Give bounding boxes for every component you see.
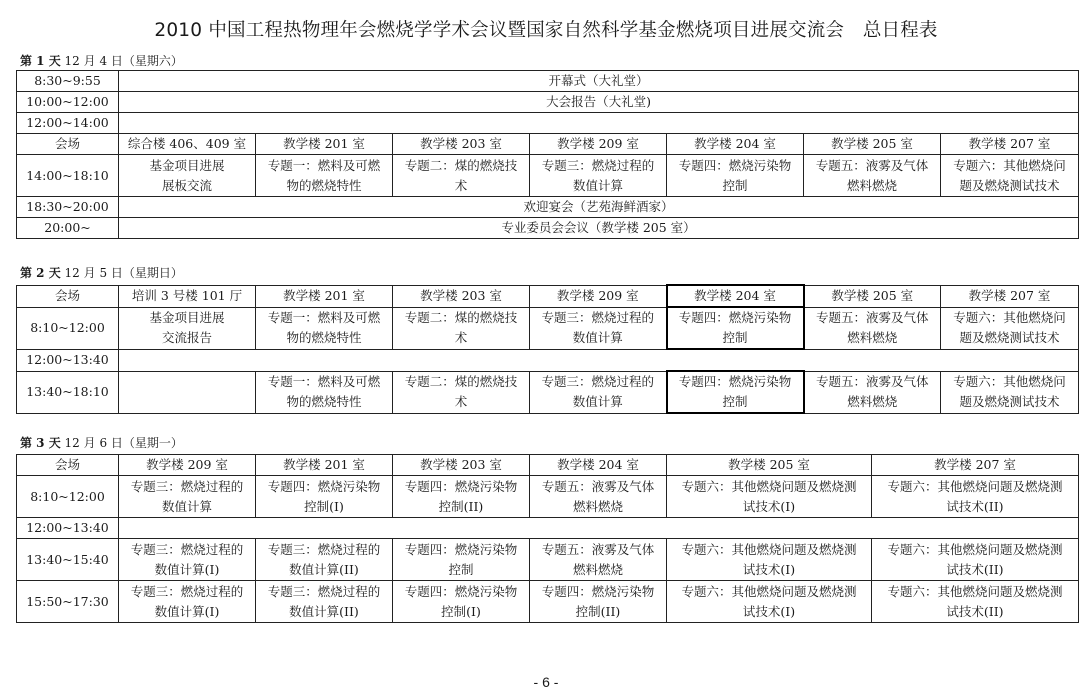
day3-heading — [20, 434, 183, 451]
table-row — [17, 113, 1079, 134]
table-row — [17, 71, 1079, 92]
table-row — [17, 349, 1079, 371]
session-cell: 专题三：燃烧过程的 数值计算 — [530, 371, 667, 413]
session-cell: 专题六：其他燃烧问题及燃烧测 试技术(I) — [667, 476, 872, 518]
session-cell: 专题三：燃烧过程的 数值计算 — [530, 307, 667, 349]
day3-heading-label: 第 3 天 — [20, 436, 61, 450]
session-cell: 基金项目进展 交流报告 — [119, 307, 256, 349]
session-cell: 专题二：煤的燃烧技 术 — [393, 307, 530, 349]
session-cell: 专题六：其他燃烧问题及燃烧测 试技术(II) — [872, 476, 1079, 518]
day1-heading-date: 12 月 4 日（星期六） — [64, 54, 183, 68]
time-cell: 12:00~13:40 — [17, 349, 119, 371]
day2-schedule-table — [16, 284, 1079, 414]
day2-heading-date: 12 月 5 日（星期日） — [64, 266, 183, 280]
event-cell: 开幕式（大礼堂） — [119, 71, 1079, 92]
event-cell: 专业委员会会议（教学楼 205 室） — [119, 218, 1079, 239]
venue-cell: 教学楼 201 室 — [256, 285, 393, 307]
session-cell: 专题六：其他燃烧问题及燃烧测 试技术(II) — [872, 581, 1079, 623]
session-cell: 专题四：燃烧污染物 控制(II) — [393, 476, 530, 518]
session-cell: 专题四：燃烧污染物 控制(I) — [256, 476, 393, 518]
session-cell: 专题五：液雾及气体 燃料燃烧 — [530, 476, 667, 518]
session-cell: 专题四：燃烧污染物 控制 — [667, 307, 804, 349]
time-cell: 12:00~13:40 — [17, 518, 119, 539]
venue-cell: 教学楼 203 室 — [393, 285, 530, 307]
event-cell: 大会报告（大礼堂) — [119, 92, 1079, 113]
session-cell: 专题六：其他燃烧问 题及燃烧测试技术 — [941, 371, 1079, 413]
session-cell: 专题二：煤的燃烧技 术 — [393, 155, 530, 197]
session-cell: 专题三：燃烧过程的 数值计算(II) — [256, 539, 393, 581]
venue-cell: 教学楼 205 室 — [667, 455, 872, 476]
session-cell: 专题三：燃烧过程的 数值计算 — [530, 155, 667, 197]
venue-cell: 教学楼 204 室 — [530, 455, 667, 476]
day1-schedule-table — [16, 70, 1079, 239]
day3-heading-date: 12 月 6 日（星期一） — [64, 436, 183, 450]
session-cell: 专题三：燃烧过程的 数值计算(I) — [119, 581, 256, 623]
time-cell: 13:40~15:40 — [17, 539, 119, 581]
venue-cell: 教学楼 203 室 — [393, 134, 530, 155]
venue-row — [17, 134, 1079, 155]
session-cell: 专题二：煤的燃烧技 术 — [393, 371, 530, 413]
session-cell: 专题六：其他燃烧问 题及燃烧测试技术 — [941, 155, 1079, 197]
time-cell: 14:00~18:10 — [17, 155, 119, 197]
day2-heading-label: 第 2 天 — [20, 266, 61, 280]
day1-heading-label: 第 1 天 — [20, 54, 61, 68]
session-cell: 专题一：燃料及可燃 物的燃烧特性 — [256, 155, 393, 197]
table-row — [17, 155, 1079, 197]
time-cell: 13:40~18:10 — [17, 371, 119, 413]
session-cell: 专题一：燃料及可燃 物的燃烧特性 — [256, 371, 393, 413]
session-cell: 专题六：其他燃烧问题及燃烧测 试技术(I) — [667, 581, 872, 623]
time-cell: 12:00~14:00 — [17, 113, 119, 134]
session-cell: 专题三：燃烧过程的 数值计算(I) — [119, 539, 256, 581]
table-row — [17, 197, 1079, 218]
session-cell: 专题五：液雾及气体 燃料燃烧 — [804, 371, 941, 413]
venue-cell: 教学楼 207 室 — [941, 134, 1079, 155]
day1-heading — [20, 52, 183, 69]
day2-heading — [20, 264, 183, 281]
table-row — [17, 307, 1079, 349]
page-number: - 6 - — [533, 674, 559, 690]
session-cell: 专题三：燃烧过程的 数值计算 — [119, 476, 256, 518]
venue-cell: 培训 3 号楼 101 厅 — [119, 285, 256, 307]
empty-cell — [119, 518, 1079, 539]
venue-cell: 教学楼 209 室 — [530, 285, 667, 307]
table-row — [17, 581, 1079, 623]
session-cell: 专题六：其他燃烧问 题及燃烧测试技术 — [941, 307, 1079, 349]
time-cell: 10:00~12:00 — [17, 92, 119, 113]
session-cell: 专题一：燃料及可燃 物的燃烧特性 — [256, 307, 393, 349]
venue-cell: 教学楼 205 室 — [804, 134, 941, 155]
table-row — [17, 518, 1079, 539]
venue-cell: 教学楼 205 室 — [804, 285, 941, 307]
session-cell: 专题五：液雾及气体 燃料燃烧 — [804, 307, 941, 349]
venue-cell: 教学楼 209 室 — [530, 134, 667, 155]
venue-cell: 教学楼 201 室 — [256, 455, 393, 476]
venue-label-cell: 会场 — [17, 134, 119, 155]
venue-label-cell: 会场 — [17, 285, 119, 307]
session-cell: 专题五：液雾及气体 燃料燃烧 — [530, 539, 667, 581]
venue-row — [17, 285, 1079, 307]
session-cell: 专题四：燃烧污染物 控制(I) — [393, 581, 530, 623]
venue-label-cell: 会场 — [17, 455, 119, 476]
session-cell: 基金项目进展 展板交流 — [119, 155, 256, 197]
venue-row — [17, 455, 1079, 476]
empty-cell — [119, 113, 1079, 134]
table-row — [17, 92, 1079, 113]
page-title: 2010 中国工程热物理年会燃烧学学术会议暨国家自然科学基金燃烧项目进展交流会 总日程表 — [154, 20, 938, 41]
session-cell: 专题六：其他燃烧问题及燃烧测 试技术(II) — [872, 539, 1079, 581]
table-row — [17, 218, 1079, 239]
venue-cell: 综合楼 406、409 室 — [119, 134, 256, 155]
session-cell: 专题四：燃烧污染物 控制 — [393, 539, 530, 581]
time-cell: 8:10~12:00 — [17, 307, 119, 349]
time-cell: 20:00~ — [17, 218, 119, 239]
session-cell: 专题四：燃烧污染物 控制 — [667, 155, 804, 197]
session-cell: 专题四：燃烧污染物 控制(II) — [530, 581, 667, 623]
session-cell: 专题五：液雾及气体 燃料燃烧 — [804, 155, 941, 197]
day3-schedule-table — [16, 454, 1079, 623]
venue-cell: 教学楼 201 室 — [256, 134, 393, 155]
event-cell: 欢迎宴会（艺苑海鲜酒家） — [119, 197, 1079, 218]
venue-cell: 教学楼 209 室 — [119, 455, 256, 476]
time-cell: 15:50~17:30 — [17, 581, 119, 623]
time-cell: 8:10~12:00 — [17, 476, 119, 518]
session-cell — [119, 371, 256, 413]
venue-cell: 教学楼 207 室 — [872, 455, 1079, 476]
time-cell: 8:30~9:55 — [17, 71, 119, 92]
venue-cell: 教学楼 204 室 — [667, 285, 804, 307]
session-cell: 专题三：燃烧过程的 数值计算(II) — [256, 581, 393, 623]
table-row — [17, 539, 1079, 581]
venue-cell: 教学楼 207 室 — [941, 285, 1079, 307]
table-row — [17, 371, 1079, 413]
time-cell: 18:30~20:00 — [17, 197, 119, 218]
session-cell: 专题六：其他燃烧问题及燃烧测 试技术(I) — [667, 539, 872, 581]
venue-cell: 教学楼 203 室 — [393, 455, 530, 476]
session-cell: 专题四：燃烧污染物 控制 — [667, 371, 804, 413]
table-row — [17, 476, 1079, 518]
venue-cell: 教学楼 204 室 — [667, 134, 804, 155]
empty-cell — [119, 349, 1079, 371]
